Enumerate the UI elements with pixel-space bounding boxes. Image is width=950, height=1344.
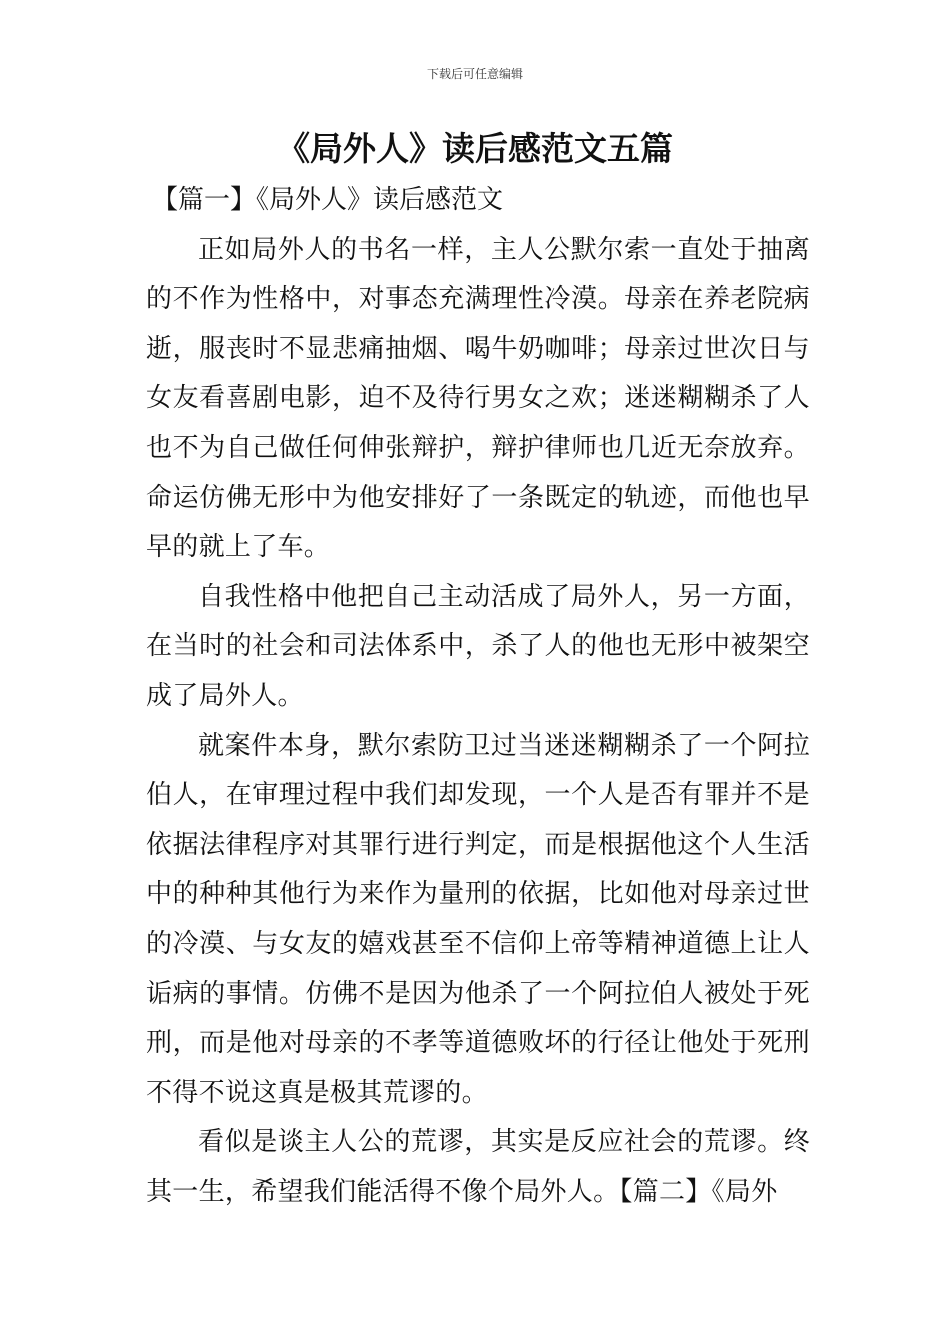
document-title: 《局外人》读后感范文五篇 bbox=[277, 129, 673, 168]
header-note: 下载后可任意编辑 bbox=[426, 67, 523, 81]
paragraph-2: 自我性格中他把自己主动活成了局外人，另一方面，在当时的社会和司法体系中，杀了人的他也无形中被架空成了局外人。 bbox=[146, 581, 810, 711]
paragraph-1: 正如局外人的书名一样，主人公默尔索一直处于抽离的不作为性格中，对事态充满理性冷漠。母亲在养老院病逝，服丧时不显悲痛抽烟、喝牛奶咖啡；母亲过世次日与女友看喜剧电影，迫不及待行男女之欢；迷迷糊糊杀了人也不为自己做任何伸张辩护，辩护律师也几近无奈放弃。命运仿佛无形中为他安排好了一条既定的轨迹，而他也早早的就上了车。 bbox=[146, 234, 810, 563]
document-body bbox=[146, 176, 810, 1217]
paragraph-3: 就案件本身，默尔索防卫过当迷迷糊糊杀了一个阿拉伯人，在审理过程中我们却发现，一个人是否有罪并不是依据法律程序对其罪行进行判定，而是根据他这个人生活中的种种其他行为来作为量刑的依据，比如他对母亲过世的冷漠、与女友的嬉戏甚至不信仰上帝等精神道德上让人诟病的事情。仿佛不是因为他杀了一个阿拉伯人被处于死刑，而是他对母亲的不孝等道德败坏的行径让他处于死刑不得不说这真是极其荒谬的。 bbox=[146, 730, 810, 1108]
paragraph-4: 看似是谈主人公的荒谬，其实是反应社会的荒谬。终其一生，希望我们能活得不像个局外人。【篇二】《局外 bbox=[146, 1127, 810, 1207]
section-heading-1: 【篇一】《局外人》读后感范文 bbox=[152, 185, 504, 215]
